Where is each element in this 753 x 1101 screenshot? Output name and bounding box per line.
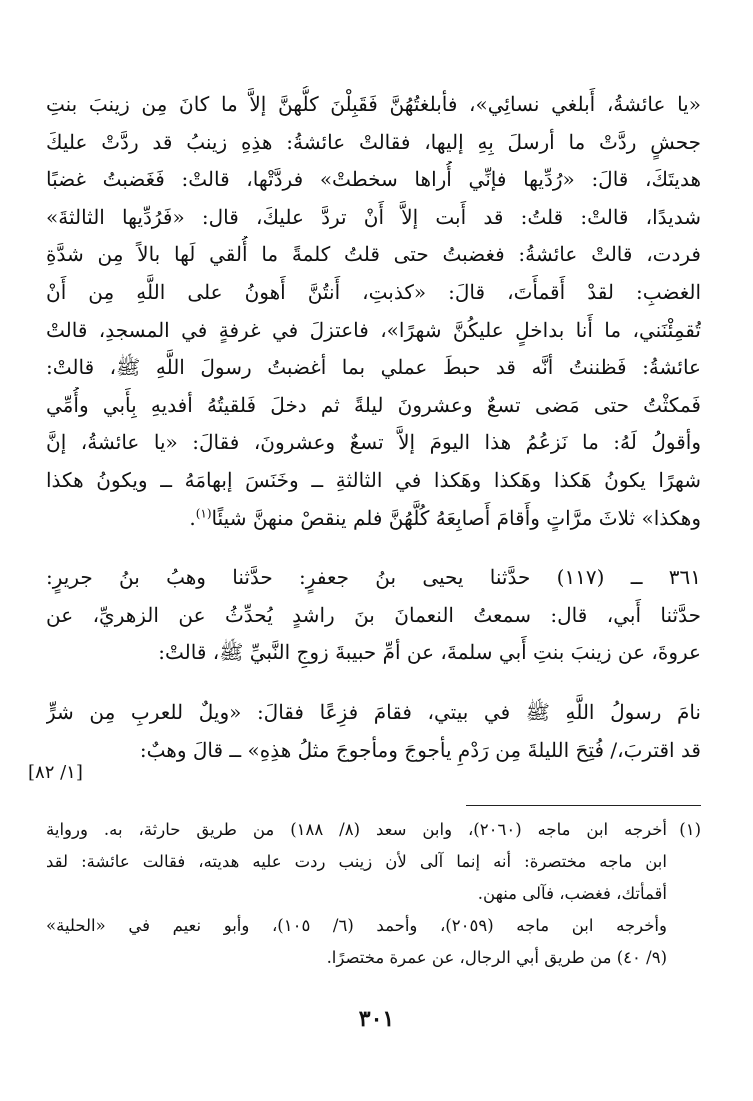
text-line: وأقولُ لَهُ: ما نَزعُمُ هذا اليومَ إلاَّ تسعٌ وعشرونَ، فقالَ: «يا عائشةُ، إنَّ (46, 430, 701, 455)
page-number: ٣٠١ (358, 1006, 395, 1032)
footnote-line (46, 814, 701, 846)
footnote-text: أخرجه ابن ماجه (٢٠٦٠)، وابن سعد (٨/ ١٨٨) من طريق حارثة، به. ورواية (46, 820, 668, 839)
text-line: عروةَ، عن زينبَ بنتِ أَبي سلمةَ، عن أمِّ حبيبةَ زوجِ النَّبيِّ ﷺ، قالتْ: (158, 640, 701, 665)
text-line: الغضبِ: لقدْ أَقمأَتَ، قالَ: «كذبتِ، أَنتُنَّ أَهونُ على اللَّهِ مِن أَنْ (46, 279, 701, 304)
margin-volume-page-reference: [١/ ٨٢] (28, 762, 83, 783)
text-line-with-footnote: وهكذا» ثلاثَ مرَّاتٍ وأَقامَ أَصابِعَهُ كُلَّهُنَّ فلم ينقصْ منهنَّ شيئًا$^{(١)}$. (189, 505, 701, 530)
footnote-line: ابن ماجه مختصرة: أنه إنما آلى لأن زينب ردت عليه هديته، فقالت عائشة: لقد (46, 852, 667, 871)
footnote-marker: (١) (195, 505, 212, 520)
text-line: شهرًا يكونُ هَكذا وهَكذا وهَكذا في الثالثةِ ــ وخَنَسَ إبهامَهُ ــ ويكونُ هكذا (46, 467, 701, 492)
text-line: فردت، قالتْ عائشةُ: فغضبتُ حتى قلتُ كلمةً ما أُلقي لَها بالاً مِن شدَّةِ (46, 242, 701, 267)
main-text-block (46, 86, 701, 769)
hadith-heading-line: ٣٦١ ــ (١١٧) حدَّثنا يحيى بنُ جعفرٍ: حدَّثنا وهبُ بنُ جريرٍ: (46, 565, 701, 590)
text-line: جحشٍ ردَّتْ ما أرسلَ بِهِ إليها، فقالتْ عائشةُ: هذِهِ زينبُ قد ردَّتْ عليكَ (46, 129, 701, 154)
text-line-content: وهكذا» ثلاثَ مرَّاتٍ وأَقامَ أَصابِعَهُ كُلَّهُنَّ فلم ينقصْ منهنَّ شيئًا (211, 505, 701, 530)
text-line: «يا عائشةُ، أَبلغي نسائِي»، فأبلغتُهُنَّ فَقَبِلْنَ كلُّهنَّ إلاَّ ما كانَ مِن زينبَ بنتِ (46, 92, 701, 116)
text-line: عائشةُ: فَظننتُ أنَّه قد حبطَ عملي بما أغضبتُ رسولَ اللَّهِ ﷺ، قالتْ: (46, 355, 701, 380)
footnote-line: أقمأتك، فغضب، فآلى منهن. (477, 884, 667, 903)
text-line: فَمكثْتُ حتى مَضى تسعٌ وعشرونَ ليلةً ثم دخلَ فَلقيتُهُ أفديهِ بِأَبي وأُمِّي (46, 392, 701, 417)
footnote-line: (٩/ ٤٠) من طريق أبي الرجال، عن عمرة مختصرًا. (326, 948, 667, 967)
footnote-line: وأخرجه ابن ماجه (٢٠٥٩)، وأحمد (٦/ ١٠٥)، وأبو نعيم في «الحلية» (46, 916, 667, 935)
text-line: قد اقتربَ،/ فُتِحَ الليلةَ مِن رَدْمِ يأجوجَ ومأجوجَ مثلُ هذِهِ» ــ قالَ وهبٌ: (139, 737, 701, 762)
footnote-divider (466, 805, 701, 806)
text-line: تُقمِئْنَني، ما أَنا بداخلٍ عليكُنَّ شهرًا»، فاعتزلَ في غرفةٍ في المسجدِ، قالتْ (46, 317, 701, 342)
text-line: شديدًا، قالتْ: قلتُ: قد أَبت إلاَّ أَنْ تردَّ عليكَ، قال: «فَرُدِّيها الثالثةَ» (46, 204, 701, 229)
text-line: حدَّثنا أَبي، قال: سمعتُ النعمانَ بنَ راشدٍ يُحدِّثُ عن الزهريِّ، عن (46, 602, 701, 627)
text-line: نامَ رسولُ اللَّهِ ﷺ في بيتي، فقامَ فزِعًا فقالَ: «ويلٌ للعربِ مِن شرٍّ (46, 699, 701, 724)
text-line: هديتَكَ، قالَ: «رُدِّيها فإنِّي أُراها سخطتْ» فردَّتْها، قالتْ: فَغَضبتُ غضبًا (46, 167, 701, 192)
footnote-number: (١) (679, 820, 701, 839)
footnotes-block (46, 814, 701, 974)
